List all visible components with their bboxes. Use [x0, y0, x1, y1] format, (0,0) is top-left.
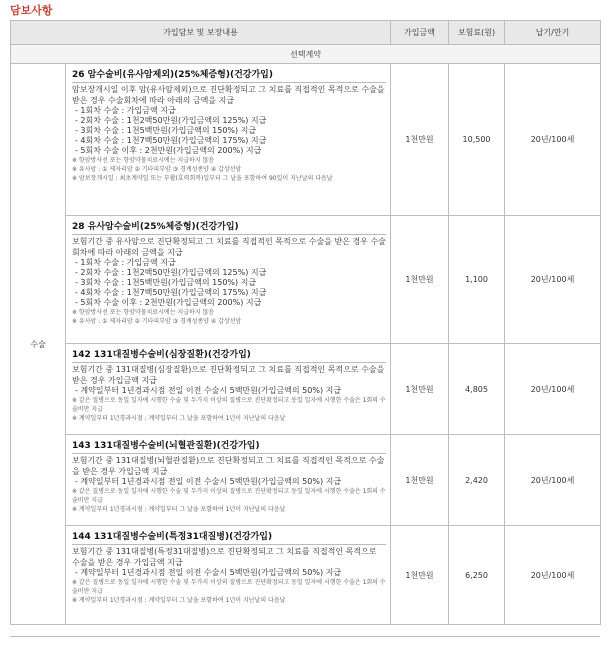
amount-cell: 1천만원 — [391, 64, 449, 216]
header-premium: 보험료(원) — [449, 21, 505, 45]
amount-cell: 1천만원 — [391, 435, 449, 526]
coverage-description: 암보장개시일 이후 암(유사암제외)으로 진단확정되고 그 치료를 직접적인 목적으로 수술을 받은 경우 수술회차에 따라 아래의 금액을 지급 — [72, 85, 385, 105]
premium-cell: 1,100 — [449, 216, 505, 344]
coverage-note: ※ 항암방사선 또는 항암약물치료시에는 지급하지 않음 — [72, 157, 215, 164]
premium-cell: 2,420 — [449, 435, 505, 526]
coverage-line: - 5회차 수술 이후 : 2천만원(가입금액의 200%) 지급 — [75, 298, 262, 307]
amount-cell: 1천만원 — [391, 344, 449, 435]
amount-cell: 1천만원 — [391, 526, 449, 625]
coverage-row — [11, 526, 601, 625]
coverage-description: 보험기간 중 131대질병(심장질환)으로 진단확정되고 그 치료를 직접적인 목적으로 수술을 받은 경우 가입금액 지급 — [72, 365, 385, 385]
bottom-divider — [10, 636, 600, 637]
table-header-row — [11, 21, 601, 45]
period-cell: 20년/100세 — [505, 216, 601, 344]
amount-cell: 1천만원 — [391, 216, 449, 344]
coverage-detail — [66, 64, 391, 216]
coverage-line: - 2회차 수술 : 1천2백50만원(가입금액의 125%) 지급 — [75, 116, 267, 125]
category-label: 수술 — [11, 64, 66, 625]
coverage-note: ※ 항암방사선 또는 항암약물치료시에는 지급하지 않음 — [72, 309, 215, 316]
header-coverage: 가입담보 및 보장내용 — [11, 21, 391, 45]
coverage-line: - 계약일부터 1년경과시점 전일 이전 수술시 5백만원(가입금액의 50%) 지급 — [75, 568, 342, 577]
section-row — [11, 45, 601, 64]
coverage-detail — [66, 526, 391, 625]
period-cell: 20년/100세 — [505, 435, 601, 526]
coverage-title: 143 131대질병수술비(뇌혈관질환)(건강가입) — [72, 437, 386, 454]
coverage-line: - 계약일부터 1년경과시점 전일 이전 수술시 5백만원(가입금액의 50%) 지급 — [75, 386, 342, 395]
coverage-detail — [66, 216, 391, 344]
coverage-line: - 1회차 수술 : 가입금액 지급 — [75, 258, 176, 267]
coverage-line: - 1회차 수술 : 가입금액 지급 — [75, 106, 176, 115]
coverage-title: 144 131대질병수술비(특정31대질병)(건강가입) — [72, 528, 386, 545]
premium-cell: 6,250 — [449, 526, 505, 625]
coverage-note: ※ 유사암 : ① 제자리암 ② 기타피부암 ③ 경계성종양 ④ 갑상선암 — [72, 318, 242, 325]
coverage-row — [11, 64, 601, 216]
coverage-note: ※ 같은 질병으로 동일 일자에 시행한 수술 및 두가지 이상의 질병으로 진단확정되고 동일 일자에 시행한 수술은 1회의 수술비만 지급 — [72, 488, 386, 504]
coverage-description: 보험기간 중 유사암으로 진단확정되고 그 치료를 직접적인 목적으로 수술을 받은 경우 수술회차에 따라 아래의 금액을 지급 — [72, 237, 386, 257]
coverage-note: ※ 유사암 : ① 제자리암 ② 기타피부암 ③ 경계성종양 ④ 갑상선암 — [72, 166, 242, 173]
coverage-line: - 3회차 수술 : 1천5백만원(가입금액의 150%) 지급 — [75, 278, 257, 287]
page-title: 담보사항 — [10, 4, 53, 17]
premium-cell: 4,805 — [449, 344, 505, 435]
premium-cell: 10,500 — [449, 64, 505, 216]
coverage-line: - 5회차 수술 이후 : 2천만원(가입금액의 200%) 지급 — [75, 146, 262, 155]
coverage-note: ※ 같은 질병으로 동일 일자에 시행한 수술 및 두가지 이상의 질병으로 진단확정되고 동일 일자에 시행한 수술은 1회의 수술비만 지급 — [72, 397, 386, 413]
period-cell: 20년/100세 — [505, 64, 601, 216]
coverage-title: 142 131대질병수술비(심장질환)(건강가입) — [72, 346, 386, 363]
coverage-note: ※ 계약일부터 1년경과시점 : 계약일부터 그 날을 포함하여 1년이 지난날의 다음날 — [72, 415, 286, 422]
period-cell: 20년/100세 — [505, 344, 601, 435]
coverage-description: 보험기간 중 131대질병(뇌혈관질환)으로 진단확정되고 그 치료를 직접적인 목적으로 수술을 받은 경우 가입금액 지급 — [72, 456, 385, 476]
coverage-detail — [66, 344, 391, 435]
coverage-note: ※ 같은 질병으로 동일 일자에 시행한 수술 및 두가지 이상의 질병으로 진단확정되고 동일 일자에 시행한 수술은 1회의 수술비만 지급 — [72, 579, 386, 595]
coverage-line: - 3회차 수술 : 1천5백만원(가입금액의 150%) 지급 — [75, 126, 257, 135]
coverage-title: 28 유사암수술비(25%체증형)(건강가입) — [72, 218, 386, 235]
coverage-row — [11, 216, 601, 344]
coverage-detail — [66, 435, 391, 526]
coverage-row — [11, 435, 601, 526]
coverage-note: ※ 계약일부터 1년경과시점 : 계약일부터 그 날을 포함하여 1년이 지난날의 다음날 — [72, 597, 286, 604]
coverage-title: 26 암수술비(유사암제외)(25%체증형)(건강가입) — [72, 66, 386, 83]
section-label: 선택계약 — [11, 45, 601, 64]
coverage-line: - 4회차 수술 : 1천7백50만원(가입금액의 175%) 지급 — [75, 136, 267, 145]
period-cell: 20년/100세 — [505, 526, 601, 625]
header-period: 납기/만기 — [505, 21, 601, 45]
coverage-line: - 4회차 수술 : 1천7백50만원(가입금액의 175%) 지급 — [75, 288, 267, 297]
header-amount: 가입금액 — [391, 21, 449, 45]
coverage-line: - 계약일부터 1년경과시점 전일 이전 수술시 5백만원(가입금액의 50%) 지급 — [75, 477, 342, 486]
coverage-line: - 2회차 수술 : 1천2백50만원(가입금액의 125%) 지급 — [75, 268, 267, 277]
coverage-row — [11, 344, 601, 435]
coverage-note: ※ 암보장개시일 : 최초계약일 또는 부활(효력회복)일부터 그 날을 포함하여 90일이 지난날의 다음날 — [72, 175, 333, 182]
coverage-description: 보험기간 중 131대질병(특정31대질병)으로 진단확정되고 그 치료를 직접적인 목적으로 수술을 받은 경우 가입금액 지급 — [72, 547, 377, 567]
coverage-note: ※ 계약일부터 1년경과시점 : 계약일부터 그 날을 포함하여 1년이 지난날의 다음날 — [72, 506, 286, 513]
table-body — [11, 45, 601, 625]
coverage-table — [10, 20, 601, 625]
